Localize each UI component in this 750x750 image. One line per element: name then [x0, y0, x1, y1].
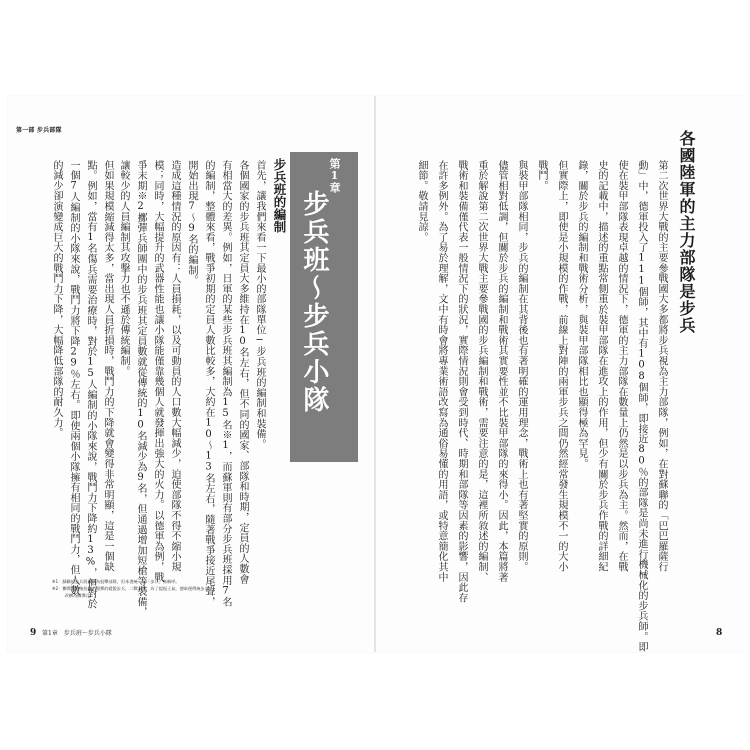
text-column: 的編制，整體來看，戰爭初期的定員人數比較多，大約在10～13名左右，隨著戰爭接近尾聲， [203, 160, 214, 607]
text-column: 動」中，德軍投入了111個師，其中有108個師，即接近80％的部隊是尚未進行機械化的步兵師。即 [636, 160, 647, 653]
text-column: 錄，關於步兵的編制和戰術分析，與裝甲部隊相比也顯得極為罕見。 [576, 160, 587, 469]
running-footer: 第1章 步兵班～步兵小隊 [42, 630, 112, 637]
subsection-title: 步兵班的編制 [272, 158, 287, 233]
text-column: 點。例如，當有1名傷兵需要治療時，對於15人編制的小隊來說，戰鬥力下降約13%，但對於 [85, 160, 96, 609]
text-column: 重於解說第二次世界大戰主要參戰國的步兵編制和戰術，需要注意的是，這裡所敘述的編制、 [476, 160, 487, 583]
text-column: 儘管相對低調，但關於步兵的編制和戰術其實要性並不比裝甲部隊的來得小。因此，本篇將著 [496, 160, 507, 583]
text-column: 與裝甲部隊相同，步兵的編制在其背後也有著明確的運用理念，戰術上也有著堅實的原則。 [516, 160, 527, 572]
text-column: 第二次世界大戰的主要參戰國大多都將步兵視為主力部隊，例如，在對蘇聯的「巴巴羅薩行 [656, 160, 667, 572]
text-column: 細節。敬請見諒。 [416, 160, 427, 243]
section-title: 各國陸軍的主力部隊是步兵 [677, 130, 696, 334]
part-label: 第一部 步兵部隊 [16, 127, 62, 134]
text-column: 有相當大的差異。例如，日軍的某些步兵班其編制為15名※1，而蘇軍則有部分步兵班採用7名 [220, 160, 231, 607]
page-number-right: 8 [716, 628, 723, 638]
text-column: 首先，讓我們來看一下最小的部隊單位─步兵班的編制和裝備。 [254, 160, 265, 450]
text-column: 模；同時，大幅提升的武器性能也讓小隊能僅靠幾個人就發揮出強大的火力。以德軍為例，戰 [152, 160, 163, 583]
footnote: 改稱為擲彈兵。 [52, 593, 94, 598]
text-column: 開始出現7～9名的編制。 [186, 160, 197, 286]
footnote: ※2：擲彈兵原指投擲手榴彈的精銳步兵，二戰末期，為了提振士氣，德軍便傳統步兵 [52, 586, 209, 591]
text-column: 在許多例外。為了易於理解，文中有時會將專業術語改寫為通俗易懂的用語，或特意簡化其中 [436, 160, 447, 583]
text-column: 但如果規模縮減得太多，當出現人員折損時，戰鬥力的下降就會變得非常明顯，這是一個缺 [102, 160, 113, 572]
text-column: 戰鬥。 [536, 160, 547, 191]
left-page-footer [30, 628, 112, 638]
text-column: 讓較少的人員編制其攻擊力也不遜於傳統編制。 [118, 160, 129, 377]
page-gutter [374, 96, 376, 652]
text-column: 但實際上，即使是小規模的作戰，前線上對陣的兩軍步兵之間仍然經常發生規模不一的大小 [556, 160, 567, 572]
chapter-number: 第1章 [328, 158, 341, 193]
chapter-title: 步兵班～步兵小隊 [299, 190, 329, 414]
text-column: 戰術和裝備僅代表一般情況下的狀況，實際情況則會受到時代、時期和部隊等因素的影響，因此存 [456, 160, 467, 603]
text-column: 各個國家的步兵班其定員大多維持在10名左右，但不同的國家、部隊和時期，定員的人數會 [237, 160, 248, 585]
page-number-left: 9 [30, 628, 37, 638]
text-column: 的減少卻演變成巨大的戰鬥力下降，大幅降低部隊的耐久力。 [51, 160, 62, 439]
text-column: 使在裝甲部隊表現卓越的情況下，德軍的主力部隊在數量上仍然是以步兵為主。然而，在戰 [616, 160, 627, 572]
text-column: 史的記載中，描述的重點常側重於裝甲部隊在進攻上的作用，但少有關於步兵作戰的詳細紀 [596, 160, 607, 572]
text-column: 造成這種情況的原因有：人員損耗，以及可動員的人口數大幅減少，迫使部隊不得不縮小規 [169, 160, 180, 572]
text-column: 爭末期※2擲彈兵師團中的步兵班其定員數就從傳統的10名減少為9名，但通過增加短槍等裝備， [135, 160, 146, 618]
text-column: 一個7人編制的小隊來說，戰鬥力將下降29％左右。即使兩個小隊擁有相同的戰鬥力，但人數 [68, 160, 79, 596]
footnote: ※1：蘇聯的步兵班被稱為狙擊部隊，但本書統一以「步兵」來稱呼。 [52, 579, 180, 584]
